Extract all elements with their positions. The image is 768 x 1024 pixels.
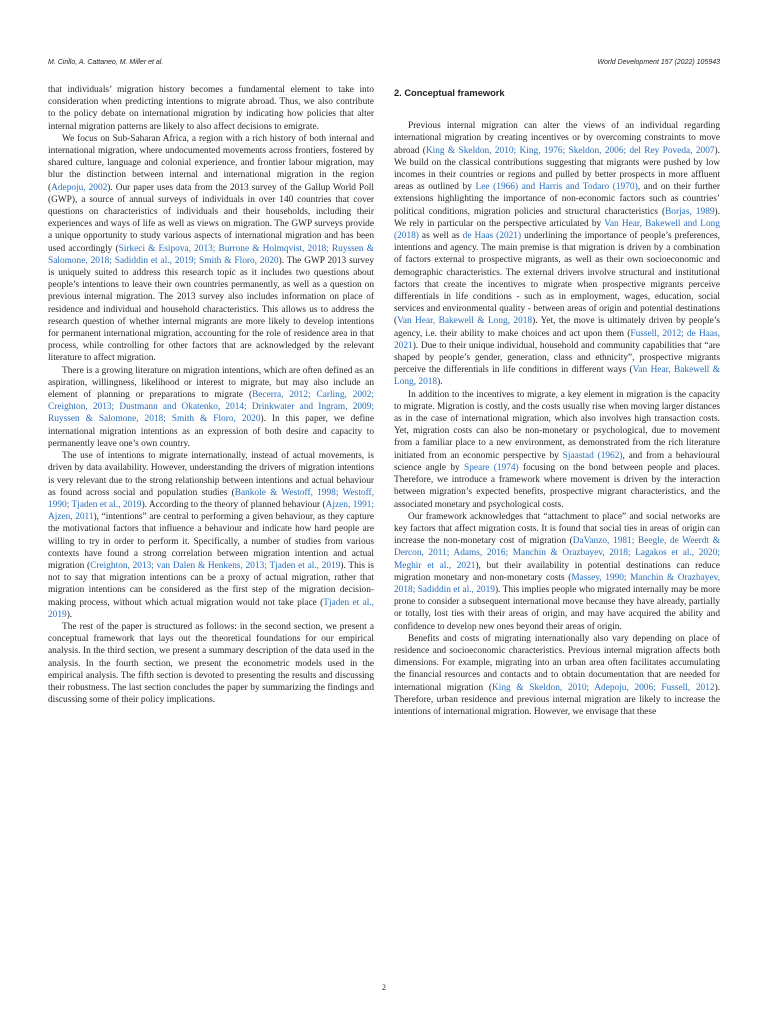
paragraph-text: ). bbox=[437, 377, 443, 388]
paragraph-text: The use of intentions to migrate internationally, instead of actual movements, is driven by data availability. However, understanding the drivers of migration intentions is very relevant due to the strong relationship between intentions and actual behaviour as found across social and population studies ( bbox=[48, 451, 374, 498]
paragraph-text: ). According to the theory of planned behaviour ( bbox=[141, 499, 326, 510]
paragraph-text: Our framework acknowledges that “attachment to place” and social networks are key factors that affect migration costs. It is found that social ties in areas of origin can increase the non-monetary cost of migration ( bbox=[394, 511, 720, 547]
paragraph bbox=[394, 389, 720, 511]
citation-link[interactable]: King & Skeldon, 2010; King, 1976; Skeldon, 2006; del Rey Poveda, 2007 bbox=[425, 145, 715, 156]
page-number: 2 bbox=[382, 983, 386, 992]
paragraph-text: focusing on the bond between people and places. Therefore, we introduce a framework where movement is driven by the interaction between migration’s expected benefits, prospective migrant characteristics, and the associated monetary and psychological costs. bbox=[394, 462, 720, 510]
citation-link[interactable]: Speare (1974) bbox=[464, 462, 519, 473]
citation-link[interactable]: Van Hear, Bakewell & Long, 2018 bbox=[397, 316, 533, 327]
citation-link[interactable]: Massey, 1990; Manchin & Orazbayev, 2018; Sadiddin et al., 2019 bbox=[394, 572, 720, 595]
paragraph-text: The rest of the paper is structured as follows: in the second section, we present a conceptual framework that lays out the theoretical foundations for our empirical analysis. In the third section, we present a summary description of the data used in the analysis. In the fourth section, we present the econometric models used in the empirical analysis. The fifth section is devoted to presenting the results and discussing their robustness. The last section concludes the paper by summarizing the findings and discussing some of their policy implications. bbox=[48, 621, 374, 706]
left-column bbox=[48, 84, 374, 706]
paragraph-text: ). We build on the classical contributions suggesting that migrants were pushed by low incomes in their countries or regions and pulled by better prospects in more affluent areas as outlined by bbox=[394, 145, 720, 193]
citation-link[interactable]: Becerra, 2012; Carling, 2002; Creighton, 2013; Dustmann and Okatenko, 2014; Drinkwater and Ingram, 2009; Ruyssen & Salomone, 2018; Smith & Floro, 2020 bbox=[48, 390, 374, 425]
paragraph-text: Previous internal migration can alter the views of an individual regarding international migration by creating incentives or by overcoming constraints to move abroad ( bbox=[394, 121, 720, 156]
paragraph-text: We focus on Sub-Saharan Africa, a region with a rich history of both internal and international migration, where undocumented movements across frontiers, fostered by shared culture, language and colonial experience, and frontier labour migration, may blur the distinction between internal and international migration in the region ( bbox=[48, 133, 374, 193]
paragraph-text: ), but their availability in potential destinations can reduce migration monetary and non-monetary costs ( bbox=[394, 560, 720, 583]
citation-link[interactable]: Van Hear, Bakewell & Long, 2018 bbox=[394, 365, 720, 388]
right-column bbox=[394, 84, 720, 718]
paragraph-text: ). We rely in particular on the perspective articulated by bbox=[394, 206, 720, 229]
paragraph-text: , and from a behavioural science angle by bbox=[394, 450, 720, 473]
citation-link[interactable]: Van Hear, Bakewell and Long (2018) bbox=[394, 218, 720, 242]
citation-link[interactable]: Lee (1966) and Harris and Todaro (1970) bbox=[475, 182, 638, 193]
paragraph-text: ). Yet, the move is ultimately driven by people’s agency, i.e. their ability to make choices and act upon them ( bbox=[394, 316, 720, 339]
paragraph bbox=[48, 133, 374, 365]
paragraph bbox=[48, 450, 374, 621]
citation-link[interactable]: DaVanzo, 1981; Beegle, de Weerdt & Dercon, 2011; Adams, 2016; Manchin & Orazbayev, 2018; Lagakos et al., 2020; Meghir et al., 2021 bbox=[394, 536, 720, 571]
section-heading: 2. Conceptual framework bbox=[394, 88, 505, 98]
paragraph bbox=[394, 511, 720, 633]
paragraph-text: ), “intentions” are central to performing a given behaviour, as they capture the motivational factors that influence a behaviour and indicate how hard people are willing to try in order to perform it. Specifically, a number of studies from various contexts have found a strong correlation between migration intention and actual migration ( bbox=[48, 512, 374, 571]
paragraph-text: ). The GWP 2013 survey is uniquely suited to address this research topic as it includes two questions about people’s intentions to leave their own countries permanently, as well as a question on previous internal migration. The 2013 survey also includes information on place of residence and individual and household characteristics. This allows us to address the research question of whether internal migrants are more likely to develop intentions for permanent international migration, accounting for the role of residence area in that process, while controlling for other factors that are acknowledged by the relevant literature to affect migration. bbox=[48, 255, 374, 364]
citation-link[interactable]: Borjas, 1989 bbox=[665, 206, 715, 217]
paragraph-text: ). In this paper, we define international migration intentions as an expression of both desire and capacity to permanently leave one’s own country. bbox=[48, 414, 374, 449]
running-head-authors: M. Cirillo, A. Cattaneo, M. Miller et al. bbox=[48, 59, 164, 66]
citation-link[interactable]: Ajzen, 1991; Ajzen, 2011 bbox=[48, 499, 375, 523]
running-head-journal: World Development 157 (2022) 105943 bbox=[597, 59, 720, 66]
running-head bbox=[48, 59, 720, 71]
citation-link[interactable]: Creighton, 2013; van Dalen & Henkens, 2013; Tjaden et al., 2019 bbox=[90, 560, 341, 571]
paragraph-text: In addition to the incentives to migrate, a key element in migration is the capacity to migrate. Migration is costly, and the costs usually rise when moving larger distances as in the case of international migration, which also involves high transaction costs. Yet, migration costs can also be non-monetary or psychological, due to movement from a familiar place to a new environment, as demonstrated from the rich literature initiated from an economic perspective by bbox=[394, 389, 720, 461]
paragraph-text: as well as bbox=[418, 231, 463, 242]
citation-link[interactable]: Bankole & Westoff, 1998; Westoff, 1990; Tjaden et al., 2019 bbox=[48, 487, 374, 510]
citation-link[interactable]: Adepoju, 2002 bbox=[51, 182, 108, 193]
paragraph bbox=[48, 84, 374, 133]
paragraph-text: underlining the importance of people’s preferences, intentions and agency. The main premise is that migration is driven by a combination of factors external to prospective migrants, as well as their own socioeconomic and demographic characteristics. The external drivers involve structural and institutional factors that create the incentives to migrate when prospective migrants perceive differentials in life conditions - such as in employment, wages, education, social services and environmental quality - between areas of origin and potential destinations ( bbox=[394, 231, 720, 327]
citation-link[interactable]: Fussell, 2012; de Haas, 2021 bbox=[394, 328, 720, 351]
paragraph-text: ). Due to their unique individual, household and community capabilities that “are shaped by people’s gender, generation, class and ethnicity”, prospective migrants perceive the differentials in life conditions in different ways ( bbox=[394, 340, 720, 376]
paragraph bbox=[394, 633, 720, 718]
paragraph-text: ). bbox=[66, 609, 73, 620]
paragraph-text: Benefits and costs of migrating internationally also vary depending on place of residence and socioeconomic characteristics. Previous internal migration affects both dimensions. For example, migrating into an urban area often facilitates accumulating the financial resources and contacts and to obtain documentation that are needed for international migration ( bbox=[394, 633, 720, 693]
paragraph bbox=[48, 621, 374, 706]
paragraph-text: that individuals’ migration history becomes a fundamental element to take into consideration when predicting intentions to migrate abroad. Thus, we also contribute to the policy debate on international migration by indicating how policies that alter internal migration patterns are likely to also affect decisions to emigrate. bbox=[48, 85, 374, 132]
paragraph-text: ). Our paper uses data from the 2013 survey of the Gallup World Poll (GWP), a source of annual surveys of individuals in over 140 countries that cover questions on characteristics of individuals and their households, including their experiences and ways of life as well as views on migration. The GWP surveys provide a unique opportunity to study various aspects of international migration and has been used accordingly ( bbox=[48, 182, 374, 254]
paragraph-text: , and on their further extensions highlighting the importance of non-economic factors such as countries’ political conditions, migration policies and structural characteristics ( bbox=[394, 182, 720, 217]
paragraph-text: ). This is not to say that migration intentions can be a proxy of actual migration, rather that migration intentions can be considered as the first step of the migration decision-making process, without which actual migration would not take place ( bbox=[48, 560, 374, 608]
citation-link[interactable]: Tjaden et al., 2019 bbox=[48, 597, 374, 620]
paragraph bbox=[394, 120, 720, 388]
paragraph-text: ). Therefore, urban residence and previous internal migration are likely to increase the intentions of international migration. However, we envisage that these bbox=[394, 682, 721, 717]
citation-link[interactable]: Sjaastad (1962) bbox=[562, 450, 623, 461]
paragraph-text: ). This implies people who migrated internally may be more prone to consider a subsequent international move because they have already, partially or totally, lost ties with their areas of origin, and may have acquired the ability and confidence to develop new ones beyond their areas of origin. bbox=[394, 584, 720, 632]
paragraph-text: There is a growing literature on migration intentions, which are often defined as an aspiration, willingness, likelihood or interest to migrate, but may also include an element of planning or preparations to migrate ( bbox=[48, 365, 374, 401]
citation-link[interactable]: King & Skeldon, 2010; Adepoju, 2006; Fussell, 2012 bbox=[491, 682, 715, 693]
citation-link[interactable]: Sirkeci & Esipova, 2013; Burrone & Holmqvist, 2018; Ruyssen & Salomone, 2018; Sadiddin et al., 2019; Smith & Floro, 2020 bbox=[48, 243, 374, 266]
citation-link[interactable]: de Haas (2021) bbox=[462, 231, 522, 242]
paragraph bbox=[48, 365, 374, 450]
